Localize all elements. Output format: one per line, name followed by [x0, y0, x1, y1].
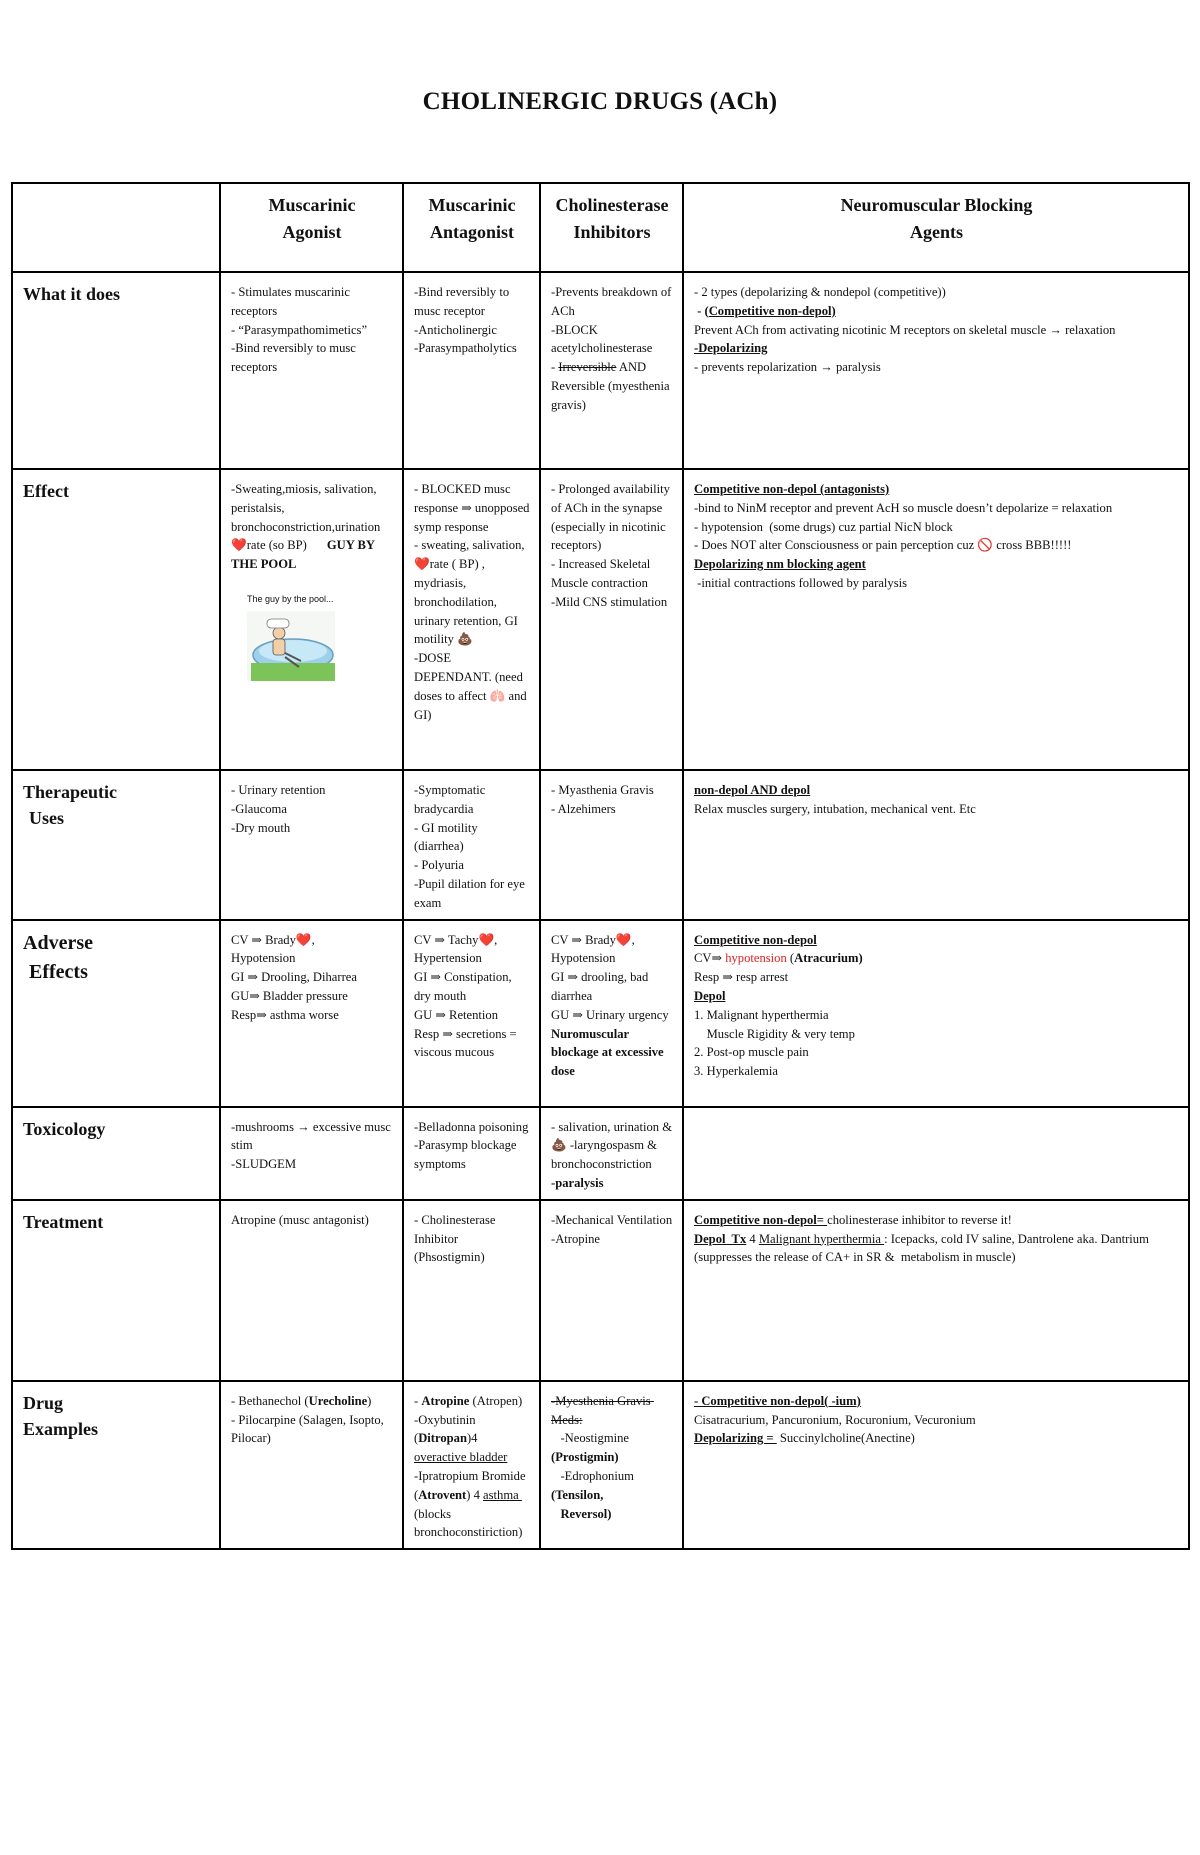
- cell-adverse-nm: Competitive non-depol CV⇒ hypotension (Atracurium) Resp ⇒ resp arrest Depol 1. Malignant hyperthermia Muscle Rigidity & very temp 2. Post-op muscle pain 3. Hyperkalemia: [683, 920, 1189, 1107]
- cell-what-ma: - Stimulates muscarinic receptors - “Parasympathomimetics” -Bind reversibly to musc receptors: [220, 272, 403, 469]
- lungs-icon: 🫁: [489, 688, 506, 703]
- cell-adverse-ci: CV ⇒ Brady❤️, Hypotension GI ⇒ drooling, bad diarrhea GU ⇒ Urinary urgency Nuromuscular blockage at excessive dose: [540, 920, 683, 1107]
- cell-effect-ma: -Sweating,miosis, salivation, peristalsis, bronchoconstriction,urination ❤️rate (so BP) GUY BY THE POOL The guy by the pool...: [220, 469, 403, 770]
- cell-effect-mant: - BLOCKED musc response ⇒ unopposed symp response - sweating, salivation, ❤️rate ( BP) , mydriasis, bronchodilation, urinary retention, GI motility 💩 -DOSE DEPENDANT. (need doses to affect 🫁 and GI): [403, 469, 540, 770]
- row-label-treatment: Treatment: [12, 1200, 220, 1381]
- header-muscarinic-agonist: Muscarinic Agonist: [220, 183, 403, 272]
- row-label-what-it-does: What it does: [12, 272, 220, 469]
- row-label-effect: Effect: [12, 469, 220, 770]
- cell-treatment-nm: Competitive non-depol= cholinesterase inhibitor to reverse it! Depol Tx 4 Malignant hyperthermia : Icepacks, cold IV saline, Dantrolene aka. Dantrium (suppresses the release of CA+ in SR & metabolism in muscle): [683, 1200, 1189, 1381]
- cell-uses-nm: non-depol AND depol Relax muscles surgery, intubation, mechanical vent. Etc: [683, 770, 1189, 920]
- guy-by-the-pool-image: [247, 611, 335, 681]
- corner-cell: [12, 183, 220, 272]
- row-toxicology: [12, 1107, 1189, 1200]
- cell-uses-mant: -Symptomatic bradycardia - GI motility (diarrhea) - Polyuria -Pupil dilation for eye exam: [403, 770, 540, 920]
- cell-what-ci: -Prevents breakdown of ACh -BLOCK acetylcholinesterase - Irreversible AND Reversible (myesthenia gravis): [540, 272, 683, 469]
- drug-table: [11, 182, 1190, 1550]
- heart-icon: ❤️: [414, 557, 430, 572]
- cell-what-mant: -Bind reversibly to musc receptor -Anticholinergic -Parasympatholytics: [403, 272, 540, 469]
- row-effect: [12, 469, 1189, 770]
- cell-what-nm: - 2 types (depolarizing & nondepol (competitive)) - (Competitive non-depol) Prevent ACh from activating nicotinic M receptors on skeletal muscle → relaxation -Depolarizing - prevents repolarization → paralysis: [683, 272, 1189, 469]
- cell-adverse-mant: CV ⇒ Tachy❤️, Hypertension GI ⇒ Constipation, dry mouth GU ⇒ Retention Resp ⇒ secretions = viscous mucous: [403, 920, 540, 1107]
- heart-icon: ❤️: [295, 932, 312, 947]
- cell-drugs-nm: - Competitive non-depol( -ium) Cisatracurium, Pancuronium, Rocuronium, Vecuronium Depolarizing = Succinylcholine(Anectine): [683, 1381, 1189, 1549]
- poop-icon: 💩: [457, 632, 473, 647]
- row-drug-examples: [12, 1381, 1189, 1549]
- row-therapeutic-uses: [12, 770, 1189, 920]
- row-adverse-effects: [12, 920, 1189, 1107]
- cell-treatment-ma: Atropine (musc antagonist): [220, 1200, 403, 1381]
- cell-tox-nm: [683, 1107, 1189, 1200]
- heart-icon: ❤️: [615, 932, 632, 947]
- header-cholinesterase-inhibitors: Cholinesterase Inhibitors: [540, 183, 683, 272]
- row-label-toxicology: Toxicology: [12, 1107, 220, 1200]
- cell-tox-ma: -mushrooms → excessive musc stim -SLUDGEM: [220, 1107, 403, 1200]
- cell-drugs-mant: - Atropine (Atropen) -Oxybutinin (Ditropan)4 overactive bladder -Ipratropium Bromide (Atrovent) 4 asthma (blocks bronchoconstiriction): [403, 1381, 540, 1549]
- cell-uses-ci: - Myasthenia Gravis - Alzehimers: [540, 770, 683, 920]
- cell-tox-mant: -Belladonna poisoning -Parasymp blockage symptoms: [403, 1107, 540, 1200]
- cell-drugs-ci: -Myesthenia Gravis Meds: -Neostigmine (Prostigmin) -Edrophonium (Tensilon, Reversol): [540, 1381, 683, 1549]
- cell-treatment-ci: -Mechanical Ventilation -Atropine: [540, 1200, 683, 1381]
- pool-caption: The guy by the pool...: [247, 593, 334, 604]
- poop-icon: 💩: [551, 1138, 567, 1153]
- cell-uses-ma: - Urinary retention -Glaucoma -Dry mouth: [220, 770, 403, 920]
- cell-treatment-mant: - Cholinesterase Inhibitor (Phsostigmin): [403, 1200, 540, 1381]
- cell-effect-nm: Competitive non-depol (antagonists) -bind to NinM receptor and prevent AcH so muscle doesn’t depolarize = relaxation - hypotension (some drugs) cuz partial NicN block - Does NOT alter Consciousness or pain perception cuz 🚫 cross BBB!!!!! Depolarizing nm blocking agent -initial contractions followed by paralysis: [683, 469, 1189, 770]
- cell-drugs-ma: - Bethanechol (Urecholine) - Pilocarpine (Salagen, Isopto, Pilocar): [220, 1381, 403, 1549]
- row-label-adverse-effects: Adverse Effects: [12, 920, 220, 1107]
- row-what-it-does: [12, 272, 1189, 469]
- header-muscarinic-antagonist: Muscarinic Antagonist: [403, 183, 540, 272]
- row-label-therapeutic-uses: Therapeutic Uses: [12, 770, 220, 920]
- header-nm-blocking-agents: Neuromuscular Blocking Agents: [683, 183, 1189, 272]
- header-row: [12, 183, 1189, 272]
- prohibited-icon: 🚫: [977, 538, 994, 553]
- cell-adverse-ma: CV ⇒ Brady❤️, Hypotension GI ⇒ Drooling, Diharrea GU⇒ Bladder pressure Resp⇒ asthma worse: [220, 920, 403, 1107]
- heart-icon: ❤️: [478, 932, 495, 947]
- row-label-drug-examples: Drug Examples: [12, 1381, 220, 1549]
- page-title: CHOLINERGIC DRUGS (ACh): [422, 88, 778, 115]
- cell-effect-ci: - Prolonged availability of ACh in the synapse (especially in nicotinic receptors) - Increased Skeletal Muscle contraction -Mild CNS stimulation: [540, 469, 683, 770]
- row-treatment: [12, 1200, 1189, 1381]
- cell-tox-ci: - salivation, urination & 💩 -laryngospasm & bronchoconstriction -paralysis: [540, 1107, 683, 1200]
- heart-icon: ❤️: [231, 538, 247, 553]
